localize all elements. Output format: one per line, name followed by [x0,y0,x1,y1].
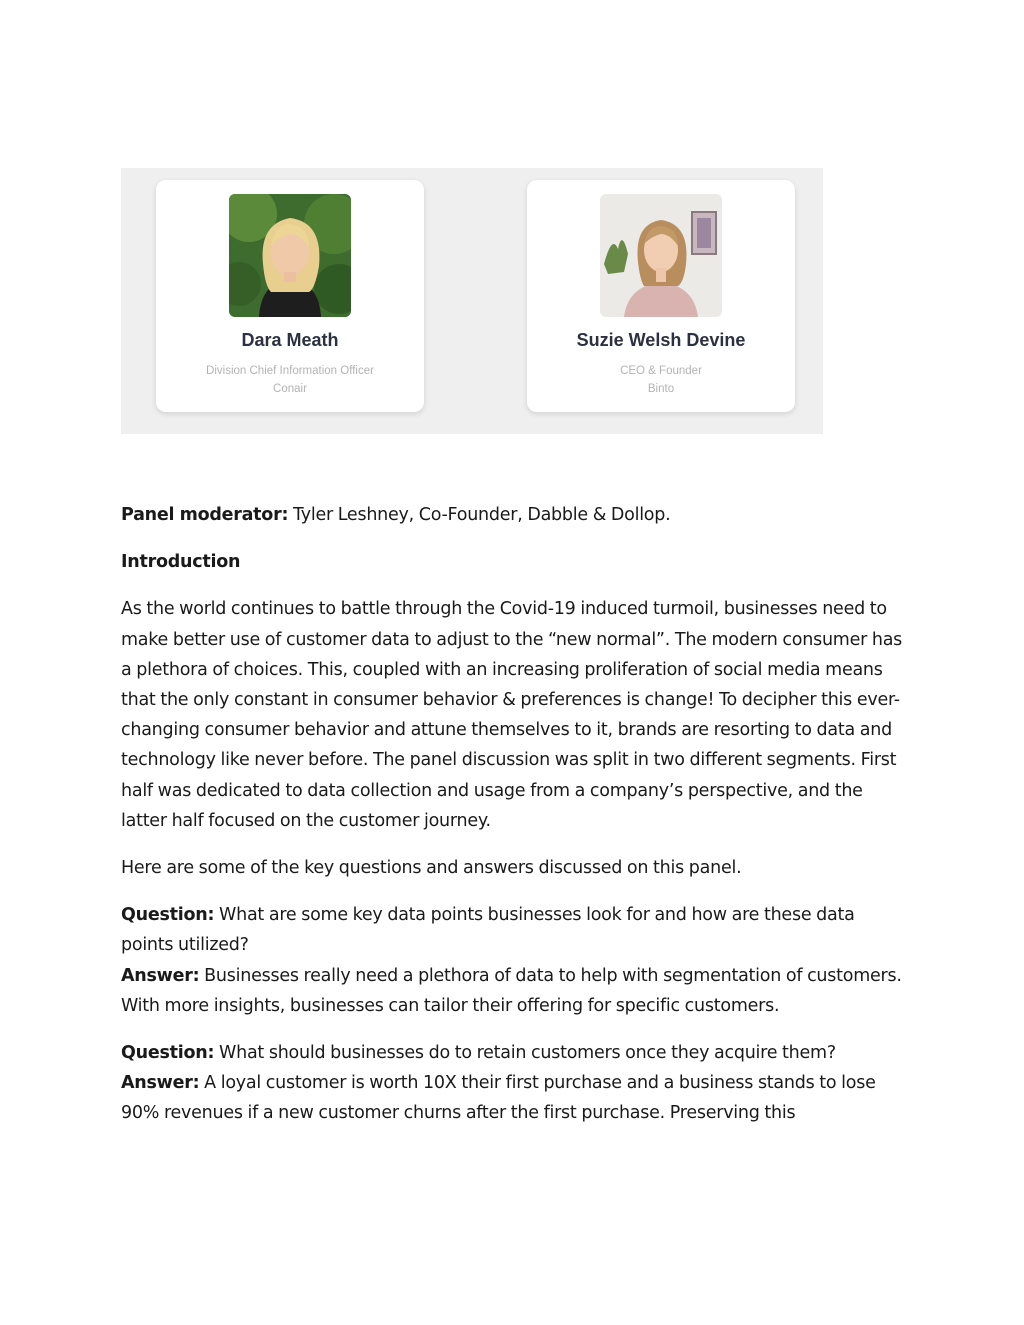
answer-line [121,1068,906,1128]
article-body [121,500,906,1146]
speaker-role: CEO & Founder [620,365,702,377]
moderator-line [121,500,906,530]
answer-text: Businesses really need a plethora of data to help with segmentation of customers. With more insights, businesses can tailor their offering for specific customers. [121,965,902,1016]
speaker-photo-suzie-welsh-devine [600,194,722,317]
qa-block [121,900,906,1021]
question-label: Question: [121,1043,215,1064]
question-line [121,900,906,960]
question-text: What are some key data points businesses look for and how are these data points utilized? [121,905,855,956]
question-line [121,1038,906,1068]
speaker-company: Binto [647,383,675,395]
speaker-card [527,180,795,412]
answer-label: Answer: [121,965,200,986]
speaker-photo-dara-meath [229,194,351,317]
moderator-text: Tyler Leshney, Co-Founder, Dabble & Dollop. [293,505,671,525]
qa-block [121,1038,906,1129]
question-text: What should businesses do to retain customers once they acquire them? [219,1043,836,1064]
speaker-name: Suzie Welsh Devine [576,330,746,350]
speaker-role: Division Chief Information Officer [206,365,374,377]
speaker-company: Conair [273,383,307,395]
speaker-card [156,180,424,412]
intro-paragraph: As the world continues to battle through the Covid-19 induced turmoil, businesses need to make better use of customer data to adjust to the “new normal”. The modern consumer has a plethora of choices. This, coupled with an increasing proliferation of social media means that the only constant in consumer behavior & preferences is change! To decipher this ever-changing consumer behavior and attune themselves to it, brands are resorting to data and technology like never before. The panel discussion was split in two different segments. First half was dedicated to data collection and usage from a company’s perspective, and the latter half focused on the customer journey. [121,599,903,831]
answer-text: A loyal customer is worth 10X their first purchase and a business stands to lose 90% revenues if a new customer churns after the first purchase. Preserving this [121,1073,876,1124]
answer-line [121,961,906,1021]
moderator-label: Panel moderator: [121,505,289,525]
answer-label: Answer: [121,1073,200,1094]
speaker-banner [121,168,823,434]
question-label: Question: [121,905,215,926]
section-heading: Introduction [121,552,241,573]
lead-in-paragraph: Here are some of the key questions and answers discussed on this panel. [121,858,742,879]
speaker-name: Dara Meath [241,330,339,350]
